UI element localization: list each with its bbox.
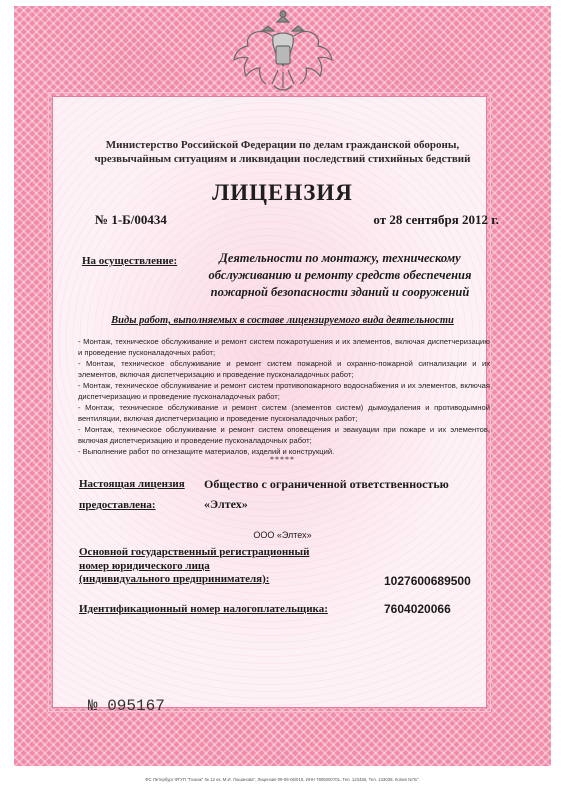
- works-list: [78, 336, 490, 457]
- license-number: № 1-Б/00434: [95, 212, 167, 227]
- list-item: - Монтаж, техническое обслуживание и ремонт систем (элементов систем) дымоудаления и противодымной вентиляции, включая диспетчеризацию и проведение пусконаладочных работ;: [78, 403, 490, 423]
- list-item: - Монтаж, техническое обслуживание и ремонт систем пожаротушения и их элементов, включая диспетчеризацию и проведение пусконаладочных работ;: [78, 337, 490, 357]
- activity-label: На осуществление:: [82, 255, 178, 267]
- coat-of-arms-icon: [228, 6, 338, 102]
- issued-label-continued: предоставлена:: [79, 499, 156, 511]
- ministry-name: Министерство Российской Федерации по делам гражданской обороны, чрезвычайным ситуациям и ликвидации последствий стихийных бедствий: [94, 139, 471, 165]
- inn-label: Идентификационный номер налогоплательщика:: [79, 603, 328, 615]
- ogrn-label-line: номер юридического лица: [79, 559, 210, 572]
- activity-description: Деятельности по монтажу, техническому обслуживанию и ремонту средств обеспечения пожарной безопасности зданий и сооружений: [208, 251, 472, 299]
- printer-imprint: ФС Петербург ФГУП "Гознак" № 12 ек. М.И. Лошанова". Лицензия 09-05-06/019, ИНН 7805000701. Тел. 123456, Тел. 133038. Копия №"Б".: [145, 777, 420, 782]
- ogrn-label-line: Основной государственный регистрационный: [79, 546, 310, 558]
- list-item: - Монтаж, техническое обслуживание и ремонт систем противопожарного водоснабжения и их элементов, включая диспетчеризацию и проведение пусконаладочных работ;: [78, 381, 490, 401]
- company-short-name: ООО «Элтех»: [253, 530, 312, 540]
- issued-label: Настоящая лицензия: [79, 478, 185, 490]
- separator-stars: *****: [270, 455, 295, 464]
- list-item: - Выполнение работ по огнезащите материалов, изделий и конструкций.: [78, 447, 335, 456]
- ogrn-label-line: (индивидуального предпринимателя):: [79, 573, 270, 585]
- ogrn-value: 1027600689500: [384, 574, 471, 588]
- list-item: - Монтаж, техническое обслуживание и ремонт систем пожарной и охранно-пожарной сигнализации и их элементов, включая диспетчеризацию и проведение пусконаладочных работ;: [78, 359, 490, 379]
- form-serial-number: № 095167: [88, 697, 165, 715]
- license-date: от 28 сентября 2012 г.: [373, 212, 499, 227]
- inn-value: 7604020066: [384, 602, 451, 616]
- list-item: - Монтаж, техническое обслуживание и ремонт систем оповещения и эвакуации при пожаре и их элементов, включая диспетчеризацию и проведение пусконаладочных работ;: [78, 425, 490, 445]
- company-name-brand: «Элтех»: [204, 497, 248, 511]
- company-name: Общество с ограниченной ответственностью: [204, 477, 449, 491]
- ogrn-label: [79, 546, 309, 587]
- works-title: Виды работ, выполняемых в составе лицензируемого вида деятельности: [111, 315, 454, 326]
- document-title: ЛИЦЕНЗИЯ: [212, 180, 353, 205]
